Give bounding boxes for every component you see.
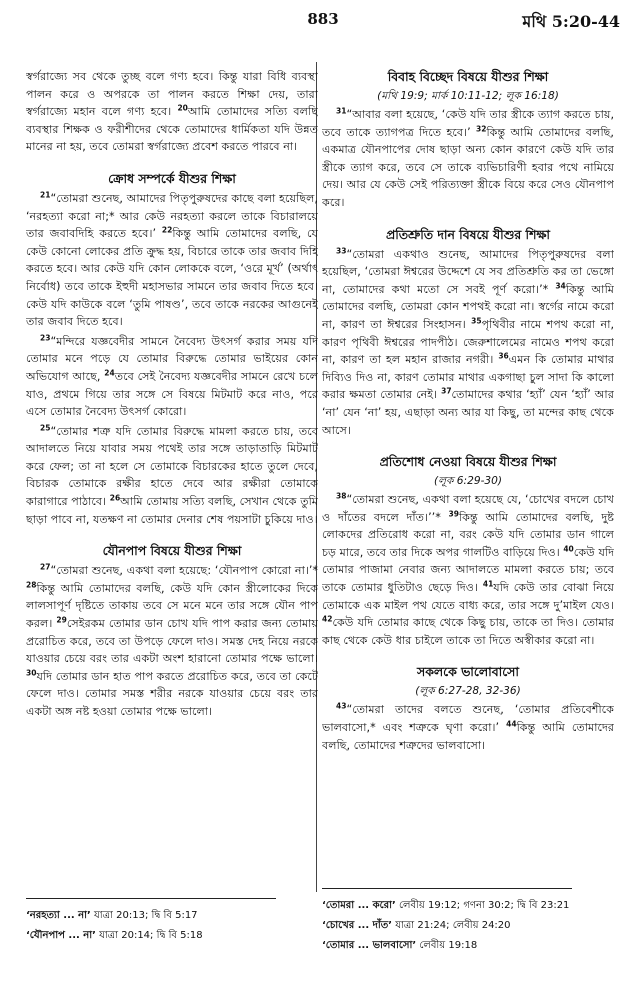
verse-number: 38 xyxy=(336,491,347,501)
page-number: 883 xyxy=(307,10,339,28)
verse-number: 24 xyxy=(104,368,115,378)
footnote-rule xyxy=(322,888,572,889)
verse-number: 44 xyxy=(506,719,517,729)
verse-number: 31 xyxy=(336,106,347,116)
paragraph: $^{38}$“তোমরা শুনেছ, একথা বলা হয়েছে যে, ‘চোখের বদলে চোখ ও দাঁতের বদলে দাঁত।’’* $^{39}$কিন্তু আমি তোমাদের বলছি, দুষ্ট লোকদের প্রতিরোধ করো না, বরং কেউ যদি তোমার ডান গালে চড় মারে, তবে তার দিকে অপর গালটিও বাড়িয়ে দিও। $^{40}$কেউ যদি তোমার পাজামা নেবার জন্য আদালতে মামলা করতে চায়; তবে তাকে তোমার ধুতিটাও ছেড়ে দিও। $^{41}$যদি কেউ তার বোঝা নিয়ে তোমাকে এক মাইল পথ যেতে বাধ্য করে, তার সঙ্গে দু’মাইল যেও। $^{42}$কেউ যদি তোমার কাছে থেকে কিছু চায়, তাকে তা দিও। তোমার কাছ থেকে কেউ ধার চাইলে তাকে তা দিতে অস্বীকার করো না। xyxy=(322,491,614,647)
verse-number: 22 xyxy=(161,225,173,235)
verse-number: 30 xyxy=(26,668,37,678)
verse-number: 29 xyxy=(56,615,67,625)
verse-number: 40 xyxy=(563,544,574,554)
section-heading-anger: ক্রোধ সম্পর্কে যীশুর শিক্ষা xyxy=(108,170,236,186)
footnote-rule xyxy=(26,898,276,899)
paragraph: $^{31}$“আবার বলা হয়েছে, ‘কেউ যদি তার স্ত্রীকে ত্যাগ করতে চায়, তবে তাকে ত্যাগপত্র দিতে হবে।’ $^{32}$কিন্তু আমি তোমাদের বলছি, একমাত্র যৌনপাপের দোষ ছাড়া অন্য কোন কারণে কেউ যদি তার স্ত্রীকে ত্যাগ করে, তবে সে তাকে ব্যভিচারিণী হবার পথে নামিয়ে দেয়। আর যে কেউ সেই পরিত্যক্তা স্ত্রীকে বিয়ে করে সেও যৌনপাপ করে। xyxy=(322,106,614,209)
paragraph: $^{23}$“মন্দিরে যজ্ঞবেদীর সামনে নৈবেদ্য উৎসর্গ করার সময় যদি তোমার মনে পড়ে যে তোমার বিরুদ্ধে তোমার ভাইয়ের কোন অভিযোগ আছে, $^{24}$তবে সেই নৈবেদ্য যজ্ঞবেদীর সামনে রেখে চলে যাও, প্রথমে গিয়ে তার সঙ্গে সে বিষয়ে মিটমাট করে নাও, পরে এসে তোমার নৈবেদ্য উৎসর্গ কোরো। xyxy=(26,332,318,419)
paragraph-continued: স্বর্গরাজ্যে সব থেকে তুচ্ছ বলে গণ্য হবে। কিন্তু যারা বিধি ব্যবস্থা পালন করে ও অপরকে তা পালন করতে শিক্ষা দেয়, তারা স্বর্গরাজ্যে মহান বলে গণ্য হবে। $^{20}$আমি তোমাদের সত্যি বলছি ব্যবস্থার শিক্ষক ও ফরীশীদের থেকে তোমাদের ধার্মিকতা যদি উন্নত মানের না হয়, তবে তোমরা স্বর্গরাজ্যে প্রবেশ করতে পারবে না। xyxy=(26,70,318,154)
page-header xyxy=(26,8,620,34)
verse-number: 34 xyxy=(555,281,566,291)
verse-number: 28 xyxy=(26,580,37,590)
footnote: ‘তোমরা ... করো’ লেবীয় 19:12; গণনা 30:2; দ্বি বি 23:21 xyxy=(322,900,570,911)
cross-reference: (লূক 6:29-30) xyxy=(433,475,503,488)
verse-number: 27 xyxy=(40,562,51,572)
verse-number: 32 xyxy=(476,123,487,133)
paragraph: $^{27}$“তোমরা শুনেছ, একথা বলা হয়েছে: ‘যৌনপাপ কোরো না।’* $^{28}$কিন্তু আমি তোমাদের বলছি, কেউ যদি কোন স্ত্রীলোকের দিকে লালসাপূর্ণ দৃষ্টিতে তাকায় তবে সে মনে মনে তার সঙ্গে যৌন পাপ করল। $^{29}$সেইরকম তোমার ডান চোখ যদি পাপ করার জন্য তোমায় প্ররোচিত করে, তবে তা উপড়ে ফেলে দাও। সমস্ত দেহ নিয়ে নরকে যাওয়ার চেয়ে বরং তার একটা অংশ হারানো তোমার পক্ষে ভালো। $^{30}$যদি তোমার ডান হাত পাপ করতে প্ররোচিত করে, তবে তা কেটে ফেলে দাও। তোমার সমস্ত শরীর নরকে যাওয়ার চেয়ে বরং তার একটা অঙ্গ নষ্ট হওয়া তোমার পক্ষে ভালো। xyxy=(26,562,318,718)
footnote: ‘যৌনপাপ ... না’ যাত্রা 20:14; দ্বি বি 5:18 xyxy=(26,930,203,941)
verse-number: 36 xyxy=(498,351,509,361)
section-heading-revenge: প্রতিশোধ নেওয়া বিষয়ে যীশুর শিক্ষা xyxy=(379,454,557,470)
footnote: ‘নরহত্যা ... না’ যাত্রা 20:13; দ্বি বি 5:17 xyxy=(26,910,198,921)
paragraph: $^{43}$“তোমরা তাদের বলতে শুনেছ, ‘তোমার প্রতিবেশীকে ভালবাসো,* এবং শত্রুকে ঘৃণা করো।’ $^{44}$কিন্তু আমি তোমাদের বলছি, তোমাদের শত্রুদের ভালবাসো। xyxy=(322,701,614,752)
footnotes-right xyxy=(322,896,614,956)
running-head: মথি 5:20-44 xyxy=(522,12,620,31)
cross-reference: (মথি 19:9; মার্ক 10:11-12; লূক 16:18) xyxy=(377,90,559,102)
verse-number: 42 xyxy=(322,614,333,624)
verse-number: 37 xyxy=(441,386,452,396)
paragraph: $^{25}$“তোমার শত্রু যদি তোমার বিরুদ্ধে মামলা করতে চায়, তবে আদালতে নিয়ে যাবার সময় পথেই তার সঙ্গে তাড়াতাড়ি মিটমাট করে ফেল; তা না হলে সে তোমাকে বিচারকের হাতে তুলে দেবে, বিচারক তোমাকে রক্ষীর হাতে দেবে আর রক্ষীরা তোমাকে কারাগারে পাঠাবে। $^{26}$আমি তোমায় সত্যি বলছি, সেখান থেকে তুমি ছাড়া পাবে না, যতক্ষণ না তোমার দেনার শেষ পয়সাটা চুকিয়ে দাও। xyxy=(26,422,318,526)
verse-number: 33 xyxy=(336,245,347,255)
right-column xyxy=(322,68,614,888)
verse-number: 20 xyxy=(177,103,188,113)
footnote: ‘চোখের ... দাঁত’ যাত্রা 21:24; লেবীয় 24:20 xyxy=(322,920,511,931)
verse-number: 35 xyxy=(471,316,482,326)
section-heading-oaths: প্রতিশ্রুতি দান বিষয়ে যীশুর শিক্ষা xyxy=(385,226,551,242)
paragraph: $^{33}$“তোমরা একথাও শুনেছ, আমাদের পিতৃপুরুষদের বলা হয়েছিল, ‘তোমরা ঈশ্বরের উদ্দেশে যে সব প্রতিশ্রুতি কর তা ভেঙ্গো না, তোমাদের কথা মতো সে সবই পূর্ণ করো।’* $^{34}$কিন্তু আমি তোমাদের বলছি, তোমরা কোন শপথই করো না। স্বর্গের নামে করো না, কারণ তা ঈশ্বরের সিংহাসন। $^{35}$পৃথিবীর নামে শপথ করো না, কারণ পৃথিবী ঈশ্বরের পাদপীঠ। জেরুশালেমের নামেও শপথ করো না, কারণ তা হল মহান রাজার নগরী। $^{36}$এমন কি তোমার মাথার দিব্যিও দিও না, কারণ তোমার মাথার একগাছা চুল সাদা কি কালো করার ক্ষমতা তোমার নেই। $^{37}$তোমাদের কথার ‘হ্যাঁ’ যেন ‘হ্যাঁ’ আর ‘না’ যেন ‘না’ হয়, এছাড়া অন্য আর যা কিছু, তা মন্দের কাছ থেকে আসে। xyxy=(322,245,614,437)
paragraph: $^{21}$“তোমরা শুনেছ, আমাদের পিতৃপুরুষদের কাছে বলা হয়েছিল, ‘নরহত্যা করো না;* আর কেউ নরহত্যা করলে তাকে বিচারালয়ে তার জবাবদিহি করতে হবে।’ $^{22}$কিন্তু আমি তোমাদের বলছি, যে কেউ কোনো লোকের প্রতি ক্রুদ্ধ হয়, বিচারে তাকে তার জবাব দিহি করতে হবে। আর কেউ যদি কোন লোককে বলে, ‘ওরে মূর্খ’ (অর্থাৎ নির্বোধ) তবে তাকে ইহুদী মহাসভার সামনে তার জবাব দিতে হবে। কেউ যদি কাউকে বলে ‘তুমি পাষণ্ড’, তবে তাকে নরকের আগুনেই তার জবাব দিতে হবে। xyxy=(26,190,318,329)
footnote: ‘তোমার ... ভালবাসো’ লেবীয় 19:18 xyxy=(322,940,478,951)
verse-number: 43 xyxy=(336,701,347,711)
verse-number: 21 xyxy=(40,190,51,200)
verse-number: 26 xyxy=(109,493,121,503)
verse-number: 23 xyxy=(40,332,51,342)
section-heading-love: সকলকে ভালোবাসো xyxy=(417,664,519,680)
cross-reference: (লূক 6:27-28, 32-36) xyxy=(415,685,521,698)
verse-number: 41 xyxy=(482,579,494,589)
left-column xyxy=(26,68,318,874)
verse-number: 39 xyxy=(448,508,459,518)
verse-number: 25 xyxy=(40,422,51,432)
section-heading-adultery: যৌনপাপ বিষয়ে যীশুর শিক্ষা xyxy=(102,543,242,559)
section-heading-divorce: বিবাহ বিচ্ছেদ বিষয়ে যীশুর শিক্ষা xyxy=(387,69,549,84)
footnotes-left xyxy=(26,906,318,946)
